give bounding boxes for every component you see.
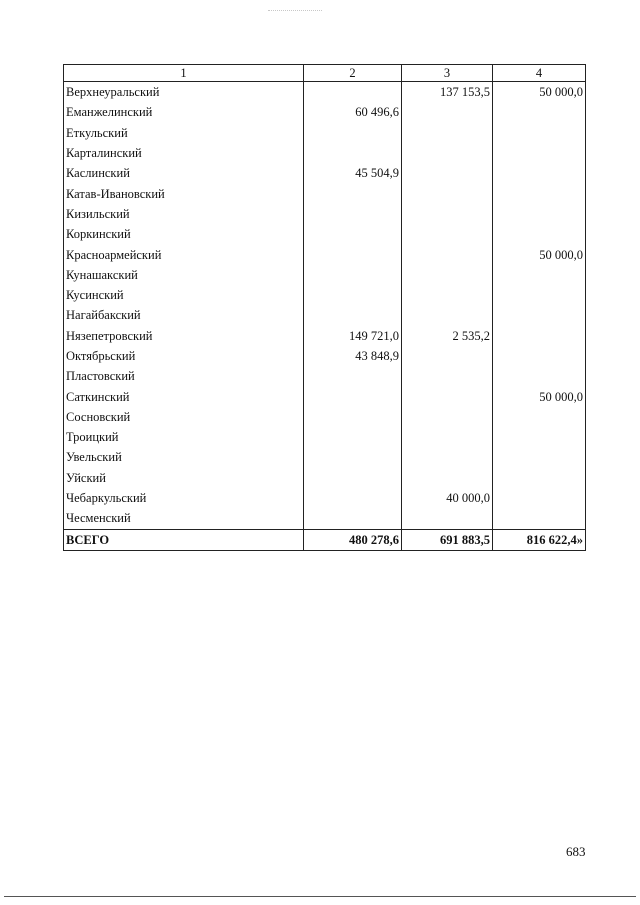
district-name-cell: Пластовский [64,366,304,386]
district-name-cell: Октябрьский [64,346,304,366]
value-cell-col-2 [304,183,402,203]
value-cell-col-4 [493,326,586,346]
value-cell-col-3 [402,143,493,163]
district-name-cell: Нязепетровский [64,326,304,346]
value-cell-col-2: 45 504,9 [304,163,402,183]
district-name-cell: Верхнеуральский [64,82,304,103]
value-cell-col-4: 50 000,0 [493,244,586,264]
district-name-cell: Каслинский [64,163,304,183]
table-row [64,305,586,325]
value-cell-col-4 [493,224,586,244]
table-row [64,407,586,427]
table-row [64,447,586,467]
value-cell-col-4 [493,265,586,285]
value-cell-col-3 [402,305,493,325]
value-cell-col-3: 2 535,2 [402,326,493,346]
value-cell-col-3 [402,468,493,488]
value-cell-col-3: 40 000,0 [402,488,493,508]
table-row [64,508,586,529]
value-cell-col-4 [493,163,586,183]
value-cell-col-3 [402,224,493,244]
district-name-cell: Чебаркульский [64,488,304,508]
value-cell-col-4 [493,407,586,427]
table-body [64,82,586,551]
district-name-cell: Кунашакский [64,265,304,285]
table-row [64,183,586,203]
district-name-cell: Троицкий [64,427,304,447]
column-header-1: 1 [64,65,304,82]
value-cell-col-3 [402,508,493,529]
district-name-cell: Красноармейский [64,244,304,264]
value-cell-col-3 [402,163,493,183]
district-name-cell: Коркинский [64,224,304,244]
value-cell-col-3 [402,427,493,447]
value-cell-col-4 [493,123,586,143]
table-row [64,82,586,103]
district-name-cell: Еманжелинский [64,102,304,122]
value-cell-col-2 [304,244,402,264]
value-cell-col-2 [304,224,402,244]
total-row [64,529,586,550]
district-name-cell: Карталинский [64,143,304,163]
value-cell-col-4 [493,204,586,224]
value-cell-col-2 [304,265,402,285]
value-cell-col-3 [402,366,493,386]
value-cell-col-3 [402,102,493,122]
value-cell-col-4 [493,285,586,305]
value-cell-col-3 [402,244,493,264]
value-cell-col-3 [402,265,493,285]
value-cell-col-3 [402,447,493,467]
district-name-cell: Кусинский [64,285,304,305]
value-cell-col-4 [493,143,586,163]
district-name-cell: Катав-Ивановский [64,183,304,203]
table-row [64,427,586,447]
table-row [64,366,586,386]
value-cell-col-3 [402,386,493,406]
value-cell-col-3 [402,204,493,224]
value-cell-col-2 [304,82,402,103]
value-cell-col-3: 691 883,5 [402,529,493,550]
budget-table [63,64,586,551]
column-header-3: 3 [402,65,493,82]
district-name-cell: Сосновский [64,407,304,427]
district-name-cell: Уйский [64,468,304,488]
value-cell-col-2 [304,407,402,427]
value-cell-col-2 [304,508,402,529]
value-cell-col-2 [304,143,402,163]
value-cell-col-2 [304,204,402,224]
value-cell-col-4 [493,346,586,366]
value-cell-col-4: 50 000,0 [493,386,586,406]
table-header [64,65,586,82]
table-row [64,102,586,122]
value-cell-col-4: 816 622,4» [493,529,586,550]
district-name-cell: Нагайбакский [64,305,304,325]
value-cell-col-4: 50 000,0 [493,82,586,103]
value-cell-col-3 [402,285,493,305]
value-cell-col-4 [493,102,586,122]
value-cell-col-4 [493,468,586,488]
table-row [64,123,586,143]
table-row [64,143,586,163]
value-cell-col-2: 60 496,6 [304,102,402,122]
value-cell-col-3: 137 153,5 [402,82,493,103]
value-cell-col-3 [402,123,493,143]
value-cell-col-4 [493,305,586,325]
table-row [64,326,586,346]
value-cell-col-2 [304,488,402,508]
value-cell-col-4 [493,427,586,447]
header-row [64,65,586,82]
table-row [64,265,586,285]
page-number: 683 [566,844,586,859]
district-name-cell: Еткульский [64,123,304,143]
value-cell-col-2 [304,427,402,447]
value-cell-col-4 [493,488,586,508]
table-row [64,244,586,264]
value-cell-col-2: 149 721,0 [304,326,402,346]
district-name-cell: Увельский [64,447,304,467]
table-row [64,285,586,305]
district-name-cell: Саткинский [64,386,304,406]
value-cell-col-3 [402,183,493,203]
table-row [64,468,586,488]
table-row [64,346,586,366]
value-cell-col-2 [304,447,402,467]
table-row [64,386,586,406]
value-cell-col-2 [304,285,402,305]
value-cell-col-2 [304,123,402,143]
value-cell-col-2 [304,366,402,386]
value-cell-col-4 [493,508,586,529]
value-cell-col-2 [304,386,402,406]
table-row [64,163,586,183]
value-cell-col-4 [493,366,586,386]
table-row [64,204,586,224]
district-name-cell: ВСЕГО [64,529,304,550]
district-name-cell: Чесменский [64,508,304,529]
district-name-cell: Кизильский [64,204,304,224]
table-row [64,224,586,244]
value-cell-col-4 [493,447,586,467]
value-cell-col-2 [304,468,402,488]
value-cell-col-3 [402,346,493,366]
scan-mark [268,10,322,11]
footer-divider [4,896,636,897]
table-row [64,488,586,508]
value-cell-col-4 [493,183,586,203]
value-cell-col-3 [402,407,493,427]
value-cell-col-2 [304,305,402,325]
value-cell-col-2: 43 848,9 [304,346,402,366]
value-cell-col-2: 480 278,6 [304,529,402,550]
column-header-2: 2 [304,65,402,82]
column-header-4: 4 [493,65,586,82]
